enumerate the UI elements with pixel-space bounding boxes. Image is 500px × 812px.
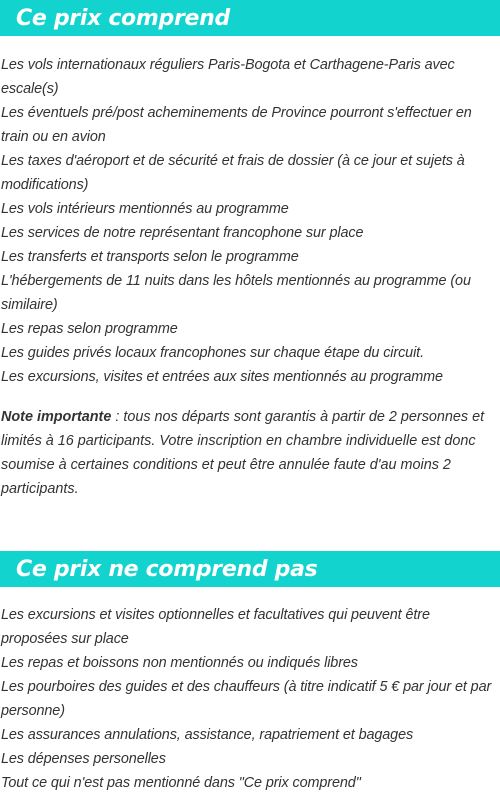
important-note bbox=[0, 405, 500, 501]
list-item: Les repas selon programme bbox=[1, 321, 178, 337]
list-item: Les éventuels pré/post acheminements de Province pourront s'effectuer en train ou en avion bbox=[1, 105, 472, 145]
excluded-list bbox=[0, 603, 500, 795]
list-item: Les excursions, visites et entrées aux sites mentionnés au programme bbox=[1, 369, 443, 385]
list-item: Les excursions et visites optionnelles et facultatives qui peuvent être proposées sur place bbox=[1, 607, 430, 647]
list-item: Les vols internationaux réguliers Paris-Bogota et Carthagene-Paris avec escale(s) bbox=[1, 57, 455, 97]
included-list bbox=[0, 53, 500, 389]
list-item: L'hébergements de 11 nuits dans les hôtels mentionnés au programme (ou similaire) bbox=[1, 273, 471, 313]
list-item: Les vols intérieurs mentionnés au programme bbox=[1, 201, 289, 217]
list-item: Les pourboires des guides et des chauffeurs (à titre indicatif 5 € par jour et par personne) bbox=[1, 679, 492, 719]
list-item: Tout ce qui n'est pas mentionné dans "Ce prix comprend" bbox=[1, 775, 361, 791]
note-text: : tous nos départs sont garantis à partir de 2 personnes et limités à 16 participants. Votre inscription en chambre individuelle est donc soumise à certaines conditions et peut être annulée faute d'au moins 2 participants. bbox=[1, 409, 485, 497]
list-item: Les repas et boissons non mentionnés ou indiqués libres bbox=[1, 655, 358, 671]
list-item: Les taxes d'aéroport et de sécurité et frais de dossier (à ce jour et sujets à modifications) bbox=[1, 153, 465, 193]
section-title-excluded: Ce prix ne comprend pas bbox=[0, 551, 500, 587]
note-label: Note importante bbox=[1, 409, 112, 425]
list-item: Les transferts et transports selon le programme bbox=[1, 249, 299, 265]
list-item: Les assurances annulations, assistance, rapatriement et bagages bbox=[1, 727, 414, 743]
list-item: Les dépenses personelles bbox=[1, 751, 166, 767]
list-item: Les guides privés locaux francophones sur chaque étape du circuit. bbox=[1, 345, 424, 361]
list-item: Les services de notre représentant francophone sur place bbox=[1, 225, 364, 241]
section-title-included: Ce prix comprend bbox=[0, 0, 500, 36]
